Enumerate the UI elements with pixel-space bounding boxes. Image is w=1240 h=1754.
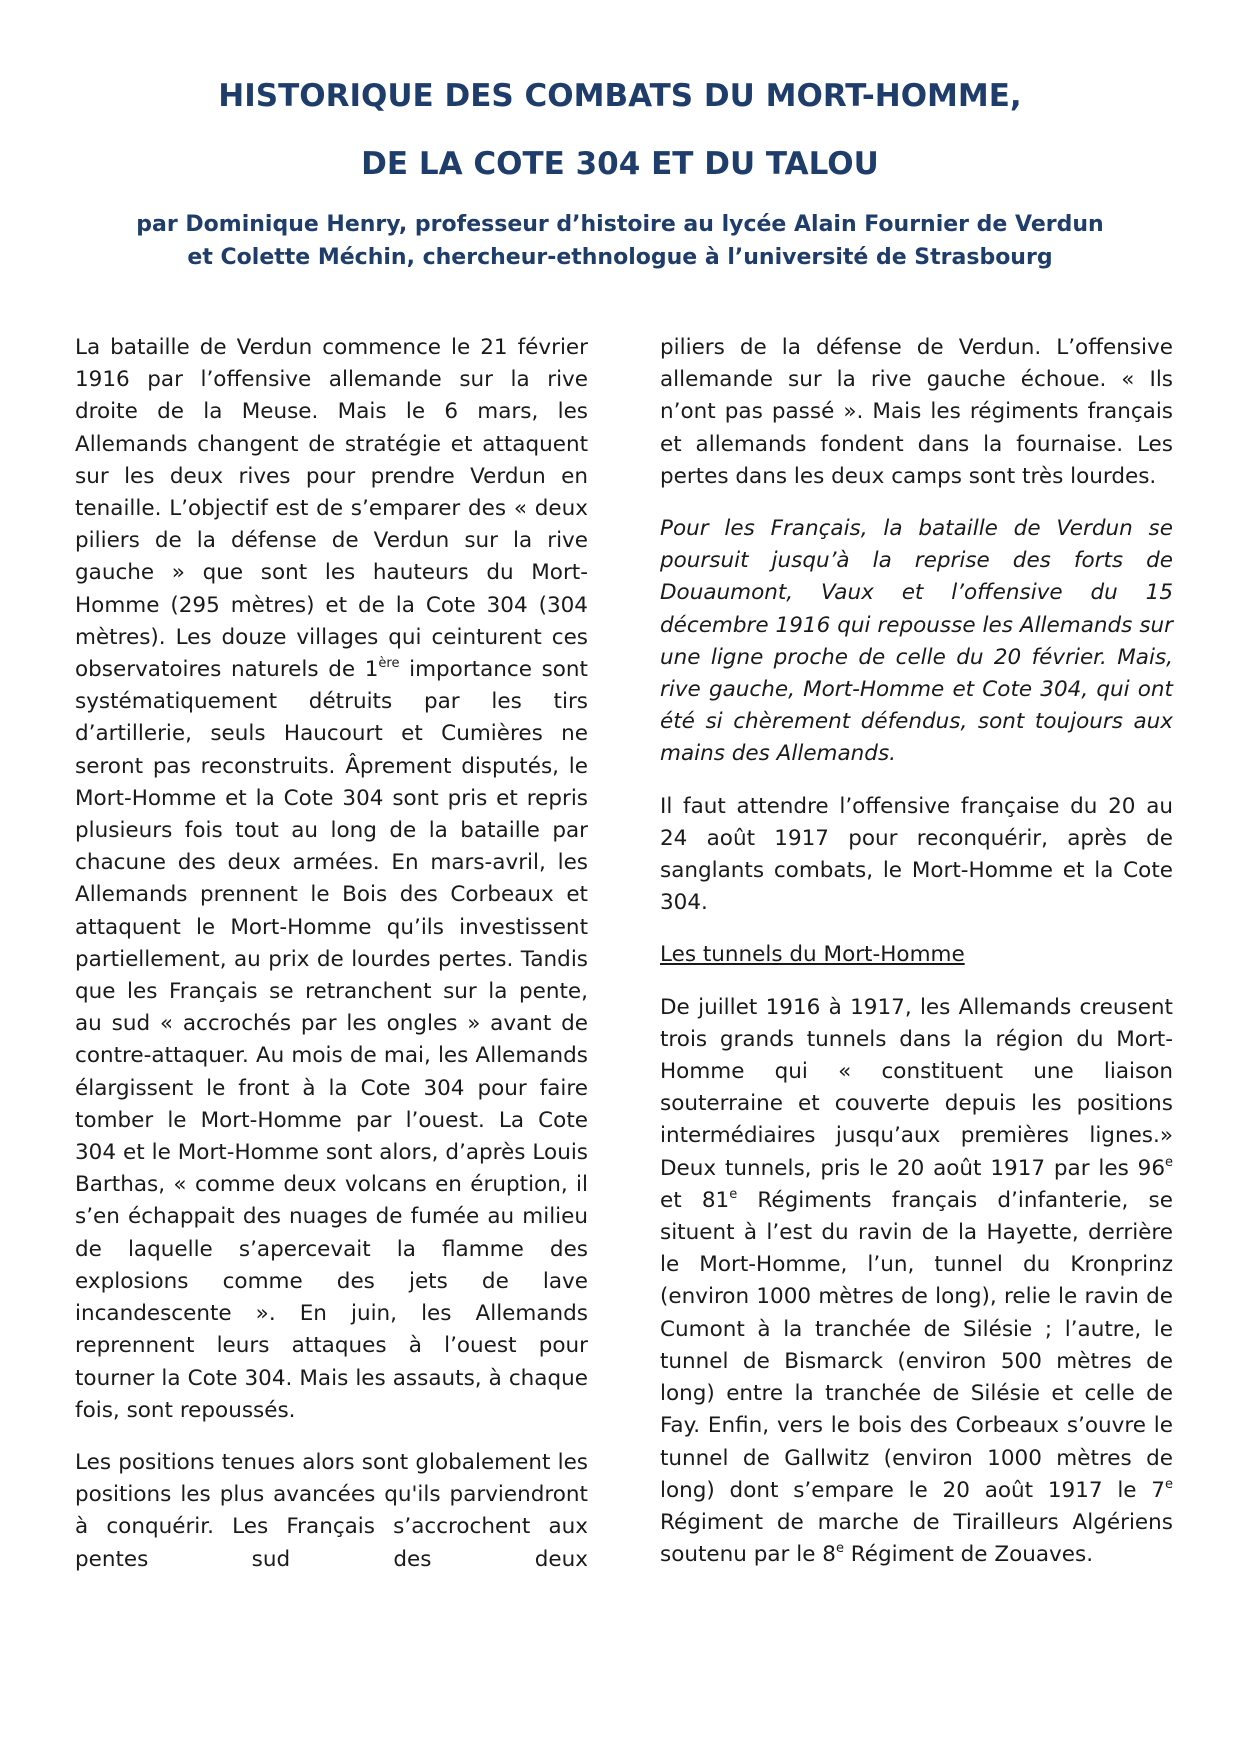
section-heading-tunnels: Les tunnels du Mort-Homme <box>660 942 965 968</box>
authors-block <box>0 208 1240 274</box>
text-segment: importance sont systématiquement détruits par les tirs d’artillerie, seuls Haucourt et Cumières ne seront pas reconstruits. Âprement disputés, le Mort-Homme et la Cote 304 sont pris et repris plusieurs fois tout au long de la bataille par chacune des deux armées. En mars-avril, les Allemands prennent le Bois des Corbeaux et attaquent le Mort-Homme qu’ils investissent partiellement, au prix de lourdes pertes. Tandis que les Français se retranchent sur la pente, au sud « accrochés par les ongles » avant de contre-attaquer. Au mois de mai, les Allemands élargissent le front à la Cote 304 pour faire tomber le Mort-Homme par l’ouest. La Cote 304 et le Mort-Homme sont alors, d’après Louis Barthas, « comme deux volcans en éruption, il s’en échappait des nuages de fumée au milieu de laquelle s’apercevait la flamme des explosions comme des jets de lave incandescente ». En juin, les Allemands reprennent leurs attaques à l’ouest pour tourner la Cote 304. Mais les assauts, à chaque fois, sont repoussés. <box>75 657 588 1423</box>
page-title-line-2: DE LA COTE 304 ET DU TALOU <box>361 146 879 182</box>
text-segment: La bataille de Verdun commence le 21 février 1916 par l’offensive allemande sur la rive droite de la Meuse. Mais le 6 mars, les Allemands changent de stratégie et attaquent sur les deux rives pour prendre Verdun en tenaille. L’objectif est de s’emparer des « deux piliers de la défense de Verdun sur la rive gauche » que sont les hauteurs du Mort-Homme (295 mètres) et de la Cote 304 (304 mètres). Les douze villages qui ceinturent ces observatoires naturels de 1 <box>75 335 588 683</box>
authors-line-2: et Colette Méchin, chercheur-ethnologue à l’université de Strasbourg <box>187 245 1053 270</box>
right-column <box>660 332 1173 1591</box>
text-segment: Régiment de marche de Tirailleurs Algériens soutenu par le 8 <box>660 1509 1173 1568</box>
superscript: e <box>1165 1476 1173 1492</box>
paragraph-positions: Les positions tenues alors sont globalement les positions les plus avancées qu'ils parviendront à conquérir. Les Français s’accrochent aux pentes sud des deux <box>75 1449 588 1572</box>
superscript: e <box>835 1541 844 1557</box>
paragraph-offensive-fails: piliers de la défense de Verdun. L’offensive allemande sur la rive gauche échoue. « Ils n’ont pas passé ». Mais les régiments français et allemands fondent dans la fournaise. Les pertes dans les deux camps sont très lourdes. <box>660 335 1173 489</box>
superscript: ère <box>378 656 400 672</box>
authors-line-1: par Dominique Henry, professeur d’histoire au lycée Alain Fournier de Verdun <box>136 212 1104 237</box>
paragraph-tunnels <box>660 992 1173 1572</box>
paragraph-battle-overview <box>75 332 588 1427</box>
superscript: e <box>729 1186 738 1202</box>
text-segment: et 81 <box>660 1187 730 1213</box>
text-segment: De juillet 1916 à 1917, les Allemands creusent trois grands tunnels dans la région du Mort-Homme qui « constituent une liaison souterraine et couverte depuis les positions intermédiaires jusqu’aux premières lignes.» Deux tunnels, pris le 20 août 1917 par les 96 <box>660 994 1173 1181</box>
paragraph-august-1917: Il faut attendre l’offensive française du 20 au 24 août 1917 pour reconquérir, après de sanglants combats, le Mort-Homme et la Cote 304. <box>660 793 1173 916</box>
page-title-line-1: HISTORIQUE DES COMBATS DU MORT-HOMME, <box>218 78 1022 114</box>
left-column <box>75 332 588 1596</box>
text-segment: Régiment de Zouaves. <box>843 1542 1094 1568</box>
paragraph-french-battle: Pour les Français, la bataille de Verdun se poursuit jusqu’à la reprise des forts de Douaumont, Vaux et l’offensive du 15 décembre 1916 qui repousse les Allemands sur une ligne proche de celle du 20 février. Mais, rive gauche, Mort-Homme et Cote 304, qui ont été si chèrement défendus, sont toujours aux mains des Allemands. <box>660 516 1173 767</box>
text-segment: Régiments français d’infanterie, se situent à l’est du ravin de la Hayette, derrière le Mort-Homme, l’un, tunnel du Kronprinz (environ 1000 mètres de long), relie le ravin de Cumont à la tranchée de Silésie ; l’autre, le tunnel de Bismarck (environ 500 mètres de long) entre la tranchée de Silésie et celle de Fay. Enfin, vers le bois des Corbeaux s’ouvre le tunnel de Gallwitz (environ 1000 mètres de long) dont s’empare le 20 août 1917 le 7 <box>660 1187 1173 1503</box>
superscript: e <box>1165 1154 1173 1170</box>
